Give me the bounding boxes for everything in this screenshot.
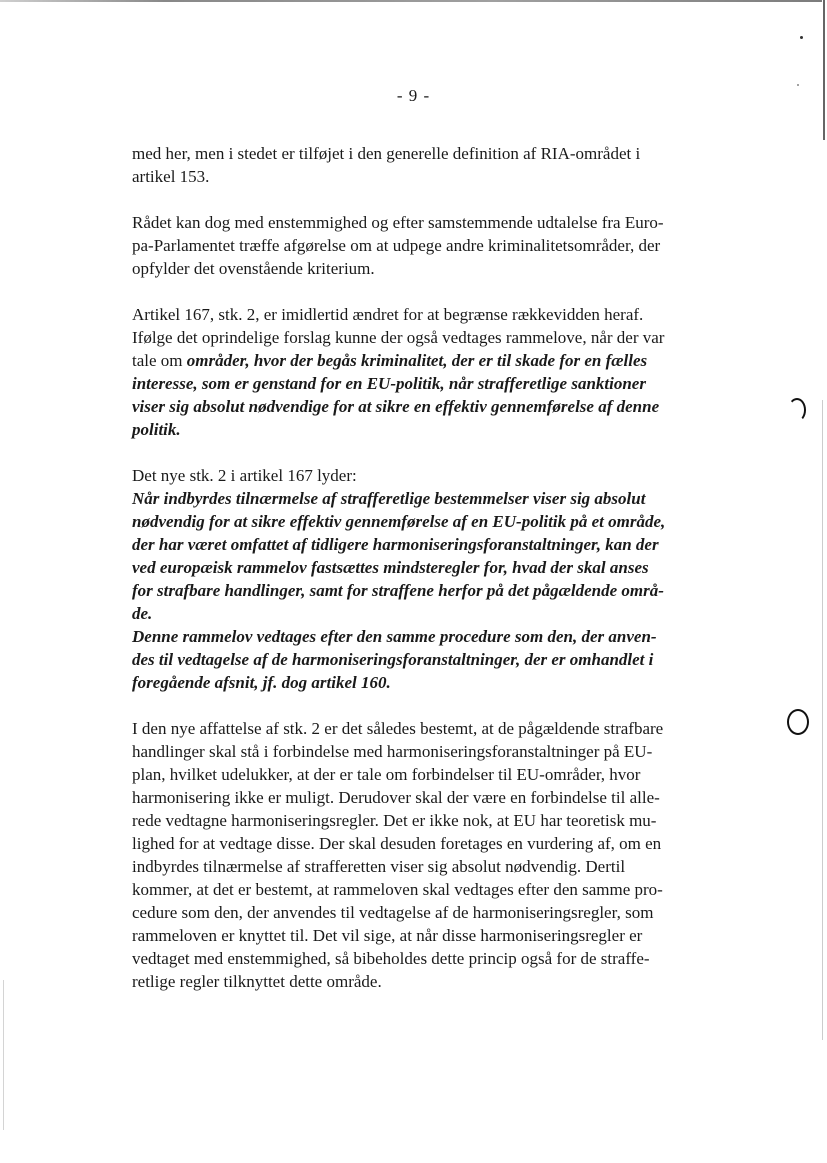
text-line [132, 717, 728, 740]
body-text-segment: artikel 153. [132, 167, 210, 186]
text-line [132, 786, 728, 809]
text-line [132, 487, 728, 510]
scan-edge-right-lower [822, 400, 823, 1040]
emphasized-quote-text: for strafbare handlinger, samt for straffene herfor på det pågældende områ- [132, 581, 664, 600]
text-line [132, 602, 728, 625]
text-line [132, 970, 728, 993]
body-text-segment: vedtaget med enstemmighed, så bibeholdes dette princip også for de straffe- [132, 949, 650, 968]
body-text-segment: lighed for at vedtage disse. Der skal desuden foretages en vurdering af, om en [132, 834, 662, 853]
paragraph [132, 464, 728, 694]
text-line [132, 418, 728, 441]
emphasized-quote-text: interesse, som er genstand for en EU-politik, når strafferetlige sanktioner [132, 374, 646, 393]
text-line [132, 234, 728, 257]
emphasized-quote-text: der har været omfattet af tidligere harmoniseringsforanstaltninger, kan der [132, 535, 659, 554]
emphasized-quote-text: des til vedtagelse af de harmoniseringsforanstaltninger, der er omhandlet i [132, 650, 654, 669]
text-line [132, 372, 728, 395]
text-line [132, 326, 728, 349]
body-text-segment: Rådet kan dog med enstemmighed og efter samstemmende udtalelse fra Euro- [132, 213, 664, 232]
punch-hole-mark [787, 709, 809, 735]
body-text-segment: Det nye stk. 2 i artikel 167 lyder: [132, 466, 357, 485]
text-line [132, 855, 728, 878]
body-text-segment: indbyrdes tilnærmelse af strafferetten viser sig absolut nødvendig. Dertil [132, 857, 626, 876]
body-text-segment: pa-Parlamentet træffe afgørelse om at udpege andre kriminalitetsområder, der [132, 236, 661, 255]
text-line [132, 671, 728, 694]
emphasized-quote-text: ved europæisk rammelov fastsættes mindsteregler for, hvad der skal anses [132, 558, 649, 577]
text-line [132, 901, 728, 924]
punch-hole-mark [788, 398, 806, 422]
scan-edge-right [823, 0, 825, 140]
text-line [132, 349, 728, 372]
body-text-segment: handlinger skal stå i forbindelse med harmoniseringsforanstaltninger på EU- [132, 742, 653, 761]
body-text-segment: Ifølge det oprindelige forslag kunne der også vedtages rammelove, når der var [132, 328, 665, 347]
text-line [132, 533, 728, 556]
text-line [132, 395, 728, 418]
body-text-segment: opfylder det ovenstående kriterium. [132, 259, 375, 278]
emphasized-quote-text: de. [132, 604, 153, 623]
text-line [132, 142, 728, 165]
emphasized-quote-text: foregående afsnit, jf. dog artikel 160. [132, 673, 391, 692]
scan-edge-left [3, 980, 4, 1130]
scan-speck [800, 36, 803, 39]
body-text-segment: harmonisering ikke er muligt. Derudover skal der være en forbindelse til alle- [132, 788, 660, 807]
body-text-segment: I den nye affattelse af stk. 2 er det således bestemt, at de pågældende strafbare [132, 719, 664, 738]
body-text-segment: med her, men i stedet er tilføjet i den generelle definition af RIA-området i [132, 144, 641, 163]
emphasized-quote-text: Når indbyrdes tilnærmelse af strafferetlige bestemmelser viser sig absolut [132, 489, 646, 508]
text-line [132, 740, 728, 763]
text-line [132, 809, 728, 832]
text-line [132, 625, 728, 648]
body-text-segment: plan, hvilket udelukker, at der er tale om forbindelser til EU-områder, hvor [132, 765, 641, 784]
body-text-segment: rammeloven er knyttet til. Det vil sige, at når disse harmoniseringsregler er [132, 926, 643, 945]
text-line [132, 947, 728, 970]
text-line [132, 878, 728, 901]
text-line [132, 924, 728, 947]
text-line [132, 303, 728, 326]
emphasized-quote-text: politik. [132, 420, 181, 439]
text-line [132, 257, 728, 280]
text-line [132, 211, 728, 234]
page-number: - 9 - [396, 86, 431, 105]
paragraph [132, 717, 728, 993]
body-text-segment: kommer, at det er bestemt, at rammeloven skal vedtages efter den samme pro- [132, 880, 663, 899]
text-line [132, 579, 728, 602]
text-line [132, 510, 728, 533]
emphasized-quote-text: Denne rammelov vedtages efter den samme procedure som den, der anven- [132, 627, 657, 646]
body-text [132, 142, 728, 1016]
text-line [132, 763, 728, 786]
body-text-segment: retlige regler tilknyttet dette område. [132, 972, 382, 991]
body-text-segment: tale om [132, 351, 187, 370]
body-text-segment: cedure som den, der anvendes til vedtagelse af de harmoniseringsregler, som [132, 903, 654, 922]
paragraph [132, 303, 728, 441]
text-line [132, 556, 728, 579]
scan-edge-top [0, 0, 822, 2]
text-line [132, 648, 728, 671]
text-line [132, 165, 728, 188]
emphasized-quote-text: viser sig absolut nødvendige for at sikre en effektiv gennemførelse af denne [132, 397, 660, 416]
body-text-segment: Artikel 167, stk. 2, er imidlertid ændret for at begrænse rækkevidden heraf. [132, 305, 644, 324]
paragraph [132, 142, 728, 188]
paragraph [132, 211, 728, 280]
text-line [132, 464, 728, 487]
body-text-segment: rede vedtagne harmoniseringsregler. Det er ikke nok, at EU har teoretisk mu- [132, 811, 657, 830]
text-line [132, 832, 728, 855]
emphasized-quote-text: områder, hvor der begås kriminalitet, der er til skade for en fælles [186, 351, 648, 370]
emphasized-quote-text: nødvendig for at sikre effektiv gennemførelse af en EU-politik på et område, [132, 512, 666, 531]
